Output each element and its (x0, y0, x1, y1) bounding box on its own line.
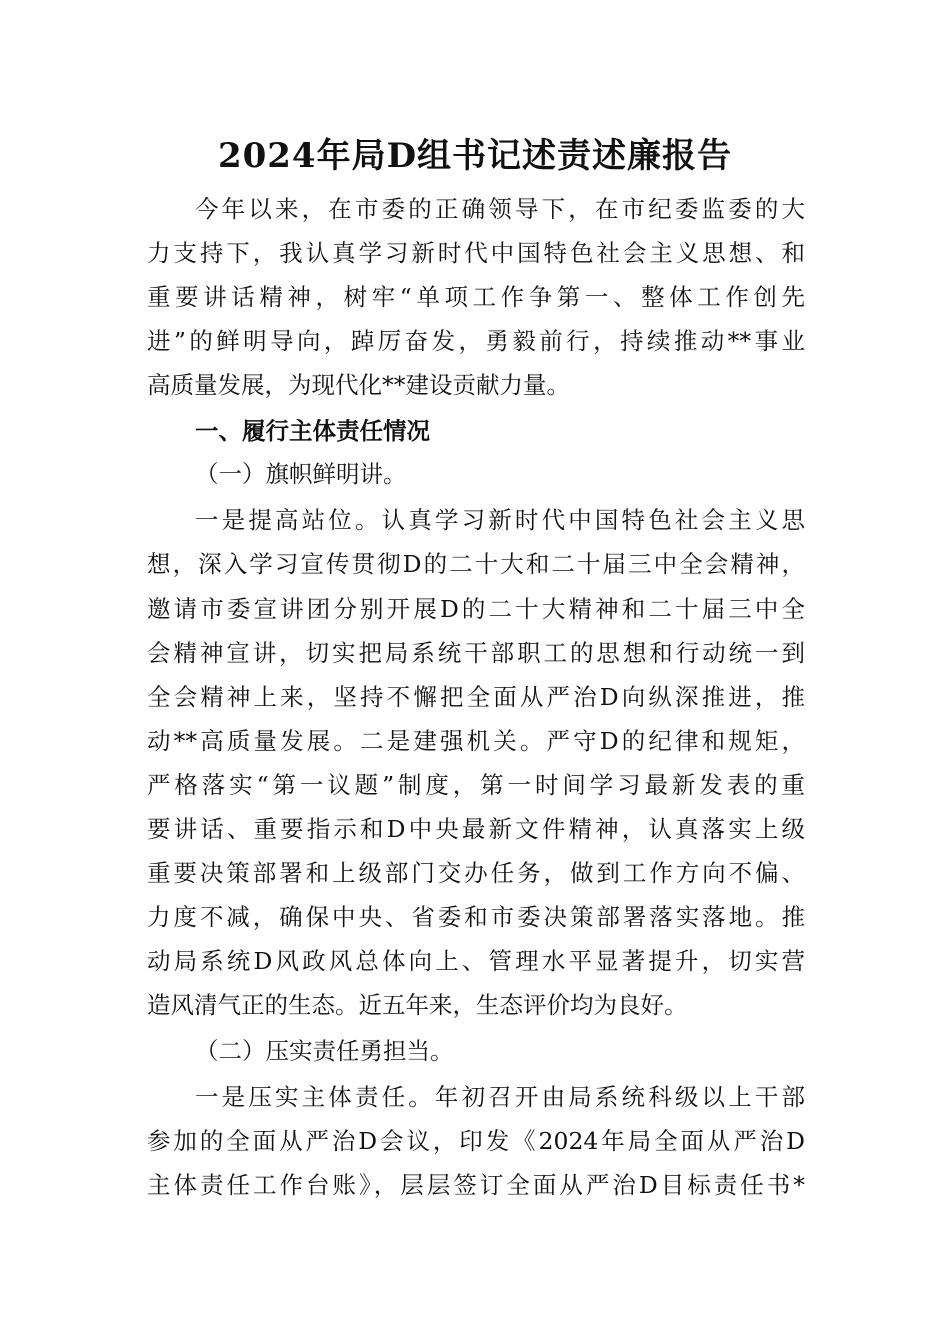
text-line: 力度不减，确保中央、省委和市委决策部署落实落地。推 (147, 903, 805, 931)
text-line: 高质量发展，为现代化**建设贡献力量。 (147, 371, 570, 399)
text-line: 今年以来，在市委的正确领导下，在市纪委监委的大 (195, 195, 805, 223)
text-line: 一是提高站位。认真学习新时代中国特色社会主义思 (195, 506, 805, 534)
document-title: 2024年局D组书记述责述廉报告 (217, 136, 733, 176)
text-line: （一）旗帜鲜明讲。 (195, 460, 407, 488)
text-line: 造风清气正的生态。近五年来，生态评价均为良好。 (147, 991, 688, 1019)
text-line: 一是压实主体责任。年初召开由局系统科级以上干部 (195, 1083, 805, 1111)
text-line: 邀请市委宣讲团分别开展D的二十大精神和二十届三中全 (147, 595, 805, 623)
text-line: （二）压实责任勇担当。 (195, 1037, 454, 1065)
text-line: 重要决策部署和上级部门交办任务，做到工作方向不偏、 (147, 859, 805, 887)
text-line: 会精神宣讲，切实把局系统干部职工的思想和行动统一到 (147, 639, 805, 667)
text-line: 想，深入学习宣传贯彻D的二十大和二十届三中全会精神， (147, 550, 805, 578)
text-line: 要讲话、重要指示和D中央最新文件精神，认真落实上级 (147, 815, 805, 843)
text-line: 重要讲话精神，树牢“单项工作争第一、整体工作创先 (147, 283, 805, 311)
text-line: 参加的全面从严治D会议，印发《2024年局全面从严治D (147, 1127, 805, 1155)
text-line: 严格落实“第一议题”制度，第一时间学习最新发表的重 (147, 771, 805, 799)
text-line: 动**高质量发展。二是建强机关。严守D的纪律和规矩， (147, 727, 805, 755)
text-line: 全会精神上来，坚持不懈把全面从严治D向纵深推进，推 (147, 683, 805, 711)
text-line: 主体责任工作台账》，层层签订全面从严治D目标责任书* (147, 1171, 805, 1199)
text-line: 力支持下，我认真学习新时代中国特色社会主义思想、和 (147, 239, 805, 267)
text-line: 进”的鲜明导向，踔厉奋发，勇毅前行，持续推动**事业 (147, 327, 805, 355)
text-line: 动局系统D风政风总体向上、管理水平显著提升，切实营 (147, 947, 805, 975)
section-heading: 一、履行主体责任情况 (195, 417, 430, 445)
